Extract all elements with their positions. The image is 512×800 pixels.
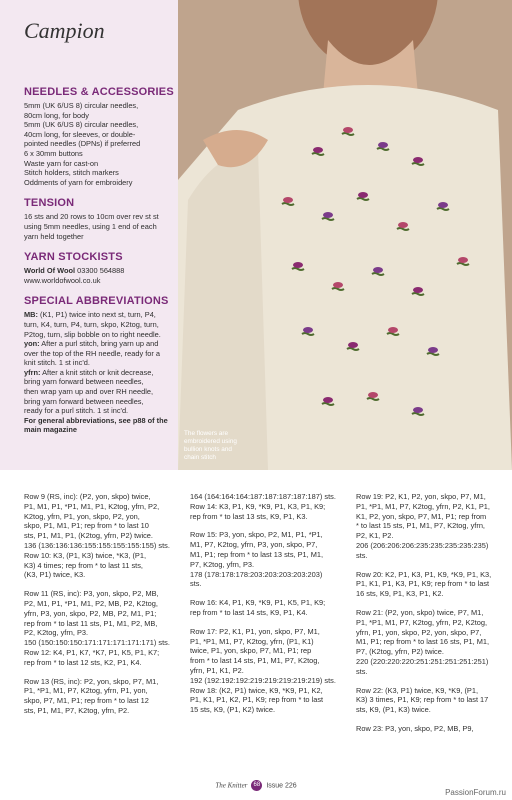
needles-line: 6 x 30mm buttons: [24, 148, 83, 158]
instruction-block: [356, 686, 506, 715]
instruction-line: 16 sts, K9, P1, K3, P1, K2.: [356, 589, 444, 599]
model-photo: [178, 0, 512, 470]
instruction-line: 15 sts, K9, (P1, K2) twice.: [190, 705, 276, 715]
needles-line: Stitch holders, stitch markers: [24, 168, 119, 178]
instruction-line: Row 16: K4, P1, K9, *K9, P1, K5, P1, K9;: [190, 598, 326, 608]
needles-line: Oddments of yarn for embroidery: [24, 177, 133, 187]
instruction-line: P2, K2tog, yfrn, P3.: [24, 628, 89, 638]
instruction-block: [190, 627, 340, 715]
watermark: PassionForum.ru: [445, 788, 506, 797]
instruction-line: Row 11 (RS, inc): P3, yon, skpo, P2, MB,: [24, 589, 159, 599]
abbreviation-text: over the top of the RH needle, ready for a: [24, 348, 160, 358]
instruction-line: rep from * to last 13 sts, K9, P1, K3.: [190, 511, 308, 521]
stockist-line: [24, 266, 174, 276]
instruction-line: Row 13 (RS, inc): P2, yon, skpo, P7, M1,: [24, 676, 159, 686]
abbreviation-line: [24, 339, 174, 349]
caption-line: bullion knots and: [184, 446, 232, 453]
instruction-block: [24, 589, 174, 667]
instruction-line: 206 (206:206:206:235:235:235:235:235): [356, 540, 489, 550]
page-footer: [0, 780, 512, 791]
abbreviations-list: [24, 310, 174, 435]
instruction-line: P1, *P1, M1, P7, K2tog, yfrn, (P1, K1): [190, 636, 314, 646]
abbreviation-key: MB:: [24, 310, 38, 320]
tension-line: using 5mm needles, using 1 end of each: [24, 221, 157, 231]
instruction-line: Row 9 (RS, inc): (P2, yon, skpo) twice,: [24, 492, 151, 501]
instruction-line: Row 15: P3, yon, skpo, P2, M1, P1, *P1,: [190, 530, 323, 540]
instruction-block: [190, 530, 340, 589]
abbreviation-text: After a purl stitch, bring yarn up and: [39, 339, 159, 349]
instruction-line: P7, K2tog, yfrn, P3.: [190, 559, 255, 569]
instruction-line: Row 19: P2, K1, P2, yon, skpo, P7, M1,: [356, 492, 486, 501]
instruction-line: K3) 4 times; rep from * to last 11 sts,: [24, 560, 143, 570]
instruction-line: Row 23: P3, yon, skpo, P2, MB, P9,: [356, 723, 474, 733]
instruction-line: yfrn, P3, yon, skpo, P2, MB, P2, M1, P1;: [24, 608, 157, 618]
instruction-line: P2, M1, P1, *P1, M1, P2, MB, P2, K2tog,: [24, 598, 158, 608]
instruction-line: M1, P1; rep from * to last 16 sts, P1, M1,: [356, 637, 490, 647]
instruction-line: sts.: [356, 550, 368, 560]
instruction-line: * to last 15 sts, P1, M1, P7, K2tog, yfrn,: [356, 521, 485, 531]
abbreviation-line: [24, 310, 174, 320]
needles-section: [24, 86, 174, 187]
abbreviation-line: [24, 377, 174, 387]
instruction-line: rep from * to last 11 sts, P1, M1, P2, MB,: [24, 618, 158, 628]
instruction-line: K3) 3 times, P1, K9; rep from * to last 17: [356, 695, 489, 705]
tension-heading: TENSION: [24, 197, 75, 210]
instruction-block: [356, 608, 506, 677]
needles-heading: NEEDLES & ACCESSORIES: [24, 86, 174, 98]
instruction-block: [24, 492, 174, 580]
instruction-line: P1, K1, P1, K3, P1, K9; rep from * to last: [356, 579, 490, 589]
instruction-line: Row 14: K3, P1, K9, *K9, P1, K3, P1, K9;: [190, 501, 326, 511]
caption-line: The flowers are: [184, 430, 229, 437]
instruction-block: [356, 570, 506, 599]
abbreviations-heading: SPECIAL ABBREVIATIONS: [24, 295, 169, 308]
stockist-url[interactable]: www.worldofwool.co.uk: [24, 275, 101, 285]
tension-line: yarn held together: [24, 231, 84, 241]
instruction-line: Row 21: (P2, yon, skpo) twice, P7, M1,: [356, 607, 484, 617]
instruction-line: sts.: [356, 666, 368, 676]
instruction-line: Row 17: P2, K1, P1, yon, skpo, P7, M1,: [190, 626, 320, 636]
abbreviations-section: [24, 295, 174, 435]
instruction-line: 164 (164:164:164:187:187:187:187:187) sts.: [190, 492, 336, 501]
instruction-line: P1, M1, P1, *P1, M1, P1, K2tog, yfrn, P2,: [24, 501, 160, 511]
abbreviation-text: bring yarn forward between needles,: [24, 396, 144, 406]
abbreviation-text: then wrap yarn up and over RH needle,: [24, 387, 154, 397]
tension-section: [24, 197, 174, 241]
instructions-column-2: [190, 492, 340, 724]
abbreviation-line: [24, 358, 174, 368]
materials-sidebar: [24, 86, 174, 445]
instruction-block: [356, 492, 506, 561]
abbreviation-line: [24, 406, 174, 416]
instruction-line: Row 10: K3, (P1, K3) twice, *K3, (P1,: [24, 550, 146, 560]
caption-line: chain stitch: [184, 454, 216, 461]
instruction-line: 220 (220:220:220:251:251:251:251:251): [356, 656, 489, 666]
instruction-line: rep from * to last 12 sts, K2, P1, K4.: [24, 657, 142, 667]
instruction-line: 192 (192:192:192:219:219:219:219:219) sts.: [190, 675, 336, 685]
instruction-block: [190, 492, 340, 521]
stockist-phone: 03300 564888: [75, 266, 125, 276]
yarn-heading: YARN STOCKISTS: [24, 251, 123, 264]
sweater-photo-illustration: [178, 0, 512, 470]
instruction-line: P7, (K2tog, yfrn, P2) twice.: [356, 647, 444, 657]
abbreviation-line: [24, 387, 174, 397]
needles-line: 80cm long, for body: [24, 110, 89, 120]
abbreviation-line: [24, 349, 174, 359]
abbreviation-text: ready for a purl stitch. 1 st inc'd.: [24, 406, 129, 416]
stockist-name: World Of Wool: [24, 266, 76, 276]
tension-line: 16 sts and 20 rows to 10cm over rev st st: [24, 212, 159, 222]
instruction-line: K2tog, yfrn, P1, yon, skpo, P2, yon,: [24, 511, 140, 521]
instruction-block: [356, 724, 506, 734]
needles-line: 5mm (UK 6/US 8) circular needles,: [24, 101, 139, 110]
abbreviation-line: [24, 397, 174, 407]
instruction-line: from * to last 14 sts, P1, M1, P7, K2tog,: [190, 656, 320, 666]
instructions-column-3: [356, 492, 506, 743]
instruction-line: skpo, P1, M1, P1; rep from * to last 10: [24, 521, 149, 531]
instruction-block: [24, 677, 174, 716]
instruction-line: (K3, P1) twice, K3.: [24, 570, 86, 580]
instruction-line: P1, *P1, M1, P7, K2tog, yfrn, P2, K2tog,: [356, 617, 488, 627]
abbreviation-text: knit stitch. 1 st inc'd.: [24, 358, 90, 368]
instruction-block: [190, 598, 340, 618]
abbreviation-key: For general abbreviations, see p88 of the: [24, 415, 168, 425]
issue-number: Issue 226: [266, 782, 297, 790]
magazine-name: The Knitter: [215, 781, 248, 790]
instruction-line: Row 12: K4, P1, K7, *K7, P1, K5, P1, K7;: [24, 647, 160, 657]
needles-line: Waste yarn for cast-on: [24, 158, 99, 168]
instruction-line: Row 18: (K2, P1) twice, K9, *K9, P1, K2,: [190, 685, 323, 695]
abbreviation-text: turn, K4, turn, P4, turn, skpo, K2tog, turn,: [24, 319, 159, 329]
abbreviation-text: P2tog, turn, slip bobble on to right needle.: [24, 329, 161, 339]
abbreviation-text: (K1, P1) twice into next st, turn, P4,: [37, 310, 156, 320]
needles-line: 5mm (UK 6/US 8) circular needles,: [24, 120, 139, 130]
instruction-line: sts, K9, (P1, K3) twice.: [356, 705, 431, 715]
instruction-line: M1, P1; rep from * to last 13 sts, P1, M1,: [190, 549, 324, 559]
instruction-line: sts.: [190, 579, 202, 589]
needles-line: pointed needles (DPNs) if preferred: [24, 139, 141, 149]
instruction-line: M1, P7, K2tog, yfrn, P3, yon, skpo, P7,: [190, 540, 318, 550]
needles-list: [24, 101, 174, 187]
instruction-line: rep from * to last 14 sts, K9, P1, K4.: [190, 607, 308, 617]
instruction-line: skpo, P7, M1, P1; rep from * to last 12: [24, 696, 149, 706]
abbreviation-line: [24, 368, 174, 378]
abbreviation-text: After a knit stitch or knit decrease,: [40, 367, 154, 377]
instruction-line: yfrn, P1, K1, P2.: [190, 665, 244, 675]
instruction-line: 150 (150:150:150:171:171:171:171:171) sts.: [24, 638, 170, 648]
abbreviation-key: yfrn:: [24, 367, 41, 377]
abbreviation-line: [24, 425, 174, 435]
instruction-line: 136 (136:136:136:155:155:155:155:155) sts.: [24, 540, 170, 550]
instruction-line: sts, P1, M1, P1, (K2tog, yfrn, P2) twice.: [24, 531, 153, 541]
instruction-line: P2, K1, P2.: [356, 531, 394, 541]
abbreviation-line: [24, 320, 174, 330]
instruction-line: Row 22: (K3, P1) twice, K9, *K9, (P1,: [356, 685, 478, 695]
photo-caption: [184, 430, 268, 462]
instruction-line: 178 (178:178:178:203:203:203:203:203): [190, 569, 323, 579]
instruction-line: twice, P1, yon, skpo, P7, M1, P1; rep: [190, 646, 312, 656]
pattern-instructions: [24, 492, 500, 767]
yarn-stockists-section: [24, 251, 174, 285]
abbreviation-line: [24, 330, 174, 340]
instruction-line: P1, K1, P1, K2, P1, K9; rep from * to last: [190, 695, 324, 705]
needles-line: 40cm long, for sleeves, or double-: [24, 129, 136, 139]
instruction-line: sts, P1, M1, P7, K2tog, yfrn, P2.: [24, 705, 130, 715]
caption-line: embroidered using: [184, 438, 237, 445]
page-title: Campion: [24, 18, 105, 43]
page-number-badge: 68: [251, 780, 262, 791]
instruction-line: yfrn, P1, yon, skpo, P2, yon, skpo, P7,: [356, 627, 482, 637]
abbreviation-text: bring yarn forward between needles,: [24, 377, 144, 387]
abbreviation-line: [24, 416, 174, 426]
instruction-line: K1, P2, yon, skpo, P7, M1, P1; rep from: [356, 511, 487, 521]
instruction-line: P1, *P1, M1, P7, K2tog, yfrn, P2, K1, P1,: [356, 501, 490, 511]
instructions-column-1: [24, 492, 174, 725]
abbreviation-key: yon:: [24, 339, 40, 349]
instruction-line: P1, *P1, M1, P7, K2tog, yfrn, P1, yon,: [24, 686, 148, 696]
abbreviation-key: main magazine: [24, 425, 77, 435]
instruction-line: Row 20: K2, P1, K3, P1, K9, *K9, P1, K3,: [356, 569, 492, 579]
